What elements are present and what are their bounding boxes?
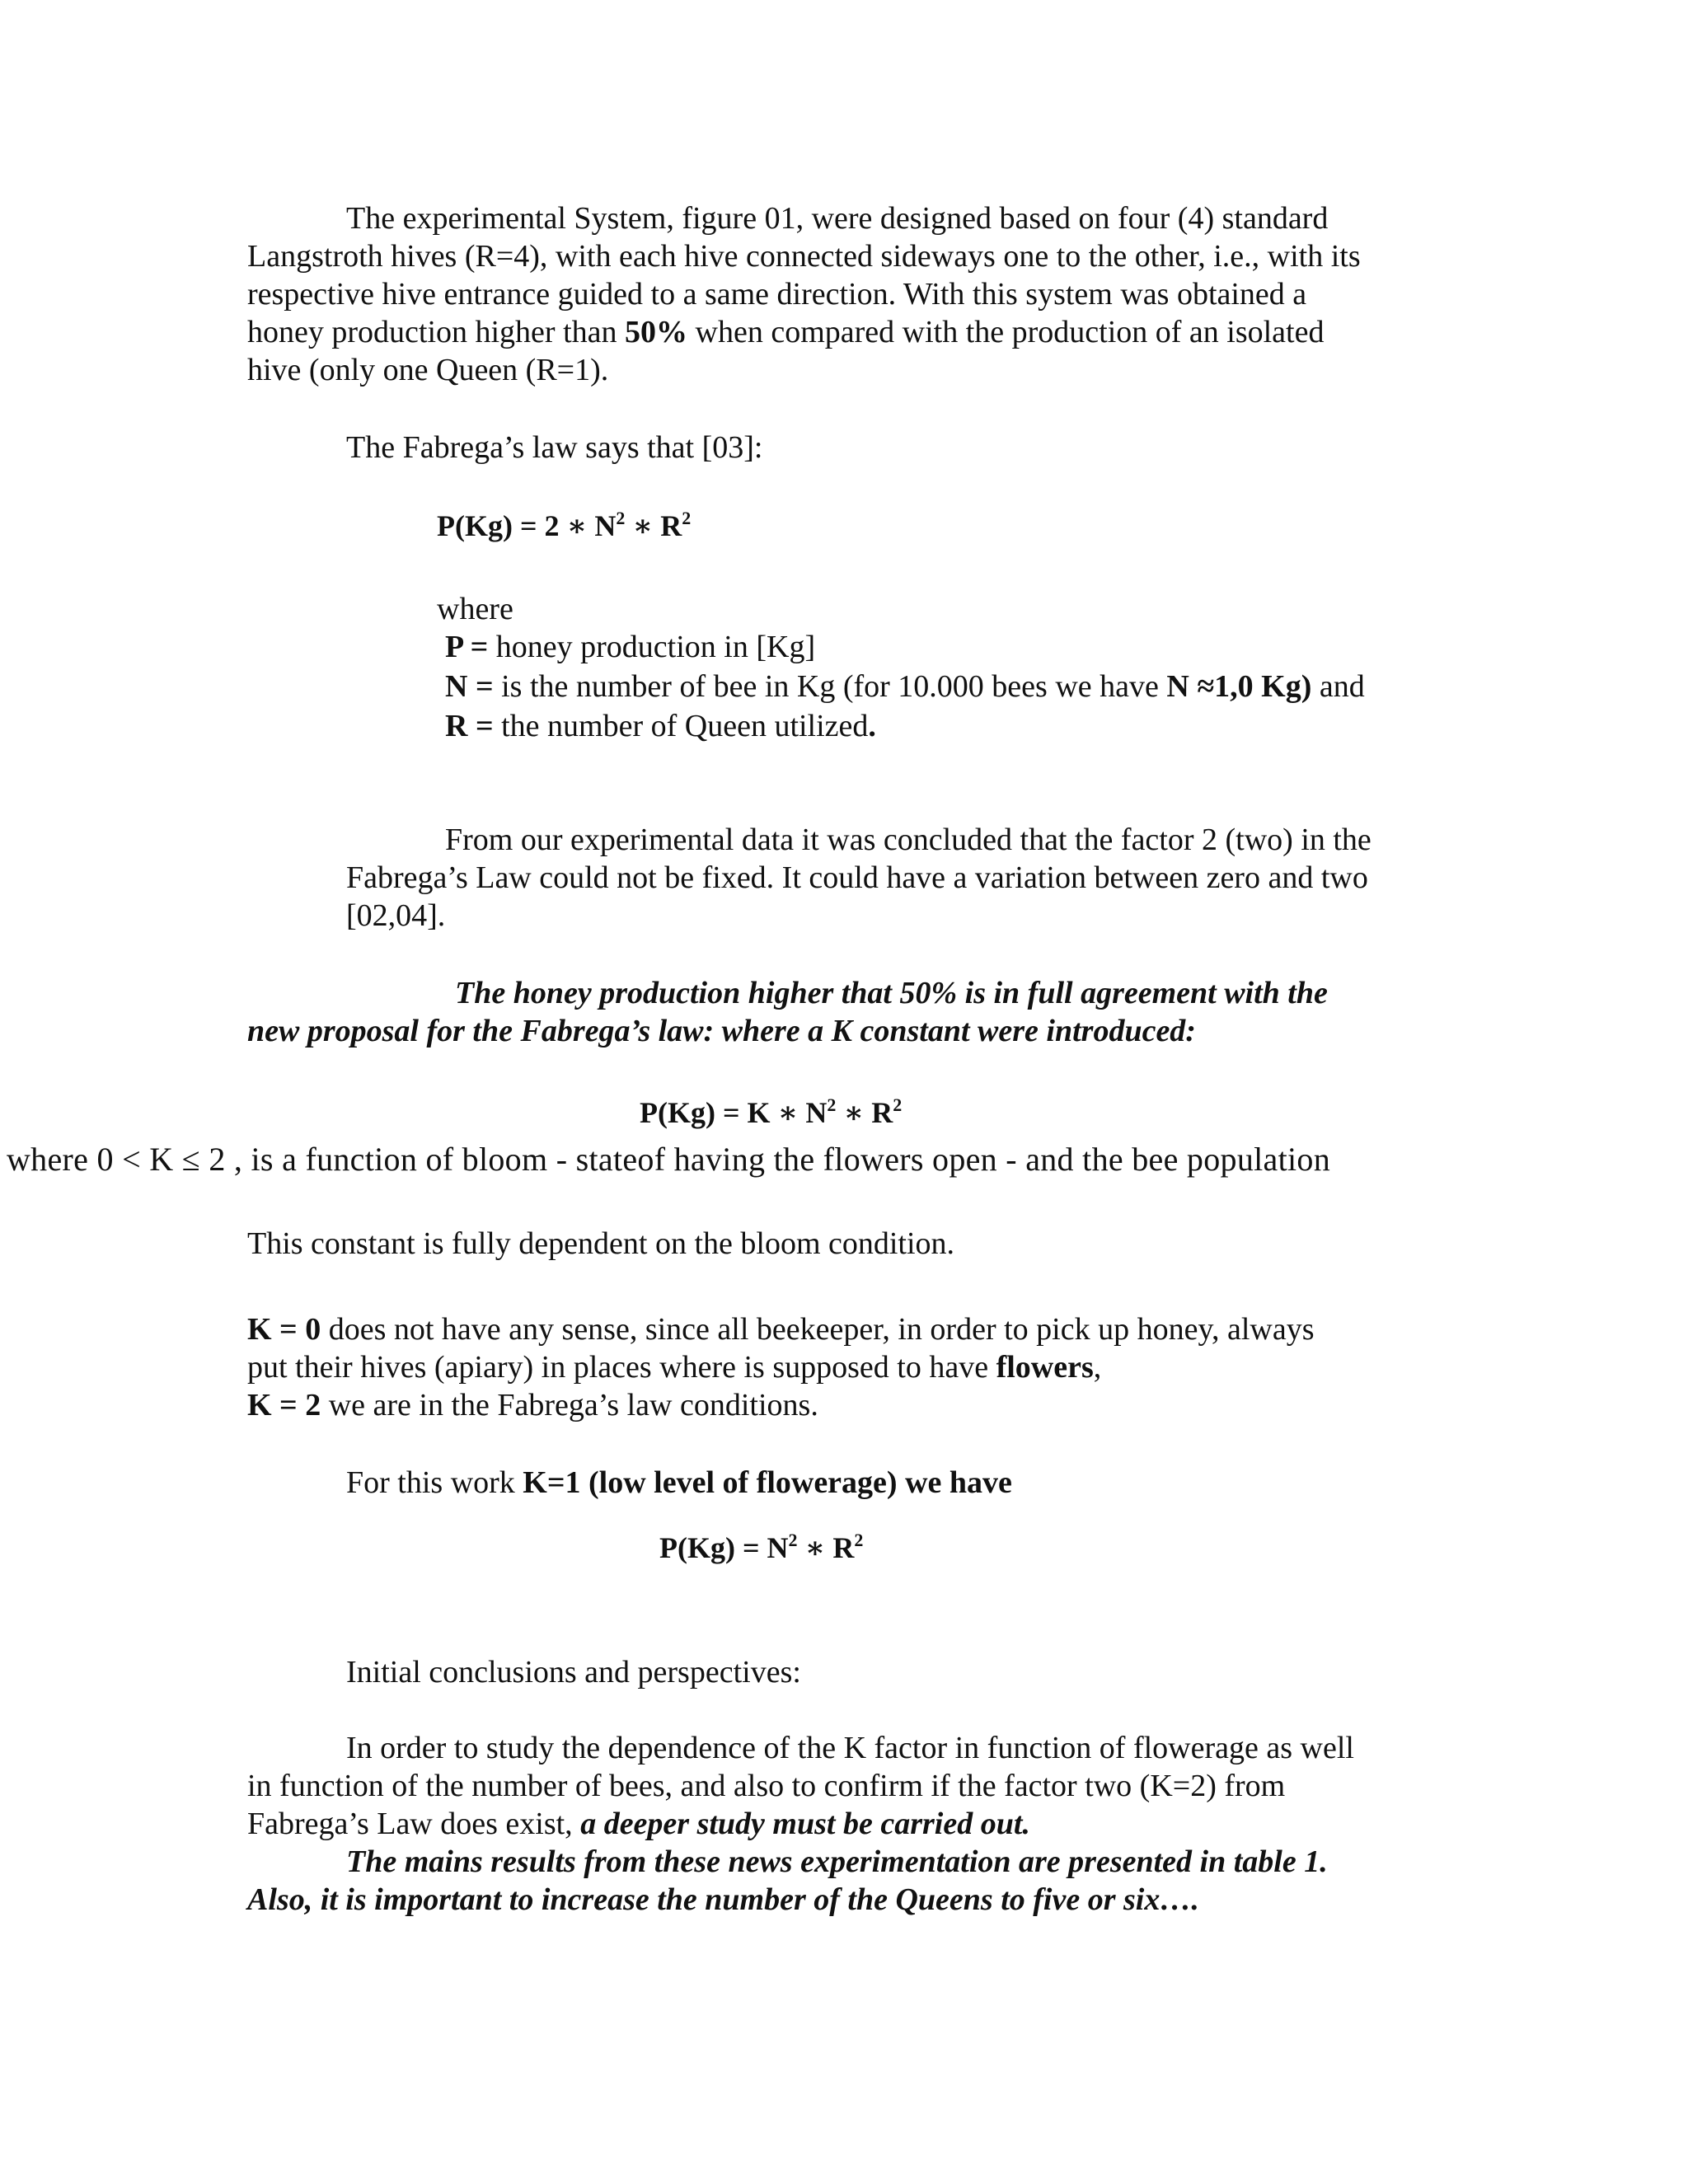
para3-line: in function of the number of bees, and also to confirm if the factor two (K=2) from [247,1769,1286,1803]
para3-line: In order to study the dependence of the K factor in function of flowerage as well [346,1731,1354,1765]
emphasis-line: new proposal for the Fabrega’s law: where a K constant were introduced: [247,1014,1196,1048]
definition-r: R = the number of Queen utilized. [445,709,876,743]
emphasis-line: The honey production higher that 50% is in full agreement with the [455,976,1328,1010]
para3-line: The mains results from these news experimentation are presented in table 1. [346,1844,1328,1879]
para1-line: honey production higher than 50% when compared with the production of an isolated [247,315,1325,349]
definition-n: N = is the number of bee in Kg (for 10.000 bees we have N ≈1,0 Kg) and [445,669,1365,704]
equation-fabrega: P(Kg) = 2 ∗ $N^2$ ∗ $R^2$ [437,508,692,542]
para2-line: Fabrega’s Law could not be fixed. It could have a variation between zero and two [346,860,1368,895]
para1-line: Langstroth hives (R=4), with each hive connected sideways one to the other, i.e., with its [247,239,1361,274]
law-intro: The Fabrega’s law says that [03]: [346,430,763,465]
k0-line2: put their hives (apiary) in places where is supposed to have flowers, [247,1350,1102,1385]
para1-line: The experimental System, figure 01, were designed based on four (4) standard [346,201,1329,236]
conclusions-heading: Initial conclusions and perspectives: [346,1655,801,1690]
para2-line: [02,04]. [346,898,446,933]
where-label: where [437,592,513,626]
para1-line: respective hive entrance guided to a same direction. With this system was obtained a [247,277,1307,312]
para3-line: Also, it is important to increase the number of the Queens to five or six…. [247,1882,1199,1917]
work-line: For this work K=1 (low level of flowerage) we have [346,1465,1012,1500]
k-definition: where 0 < K ≤ 2 , is a function of bloom - stateof having the flowers open - and the bee population [7,1141,1331,1178]
para3-line: Fabrega’s Law does exist, a deeper study must be carried out. [247,1807,1030,1841]
para1-line: hive (only one Queen (R=1). [247,353,609,387]
para2-line: From our experimental data it was concluded that the factor 2 (two) in the [445,823,1372,857]
equation-k: P(Kg) = K ∗ $N^2$ ∗ $R^2$ [640,1094,903,1129]
definition-p: P = honey production in [Kg] [445,630,816,664]
constant-text: This constant is fully dependent on the bloom condition. [247,1226,955,1261]
k0-line: K = 0 does not have any sense, since all beekeeper, in order to pick up honey, always [247,1312,1315,1347]
equation-k1: $P(Kg) = N^2$ ∗ $R^2$ [659,1530,864,1564]
k2-line: K = 2 we are in the Fabrega’s law conditions. [247,1388,818,1422]
